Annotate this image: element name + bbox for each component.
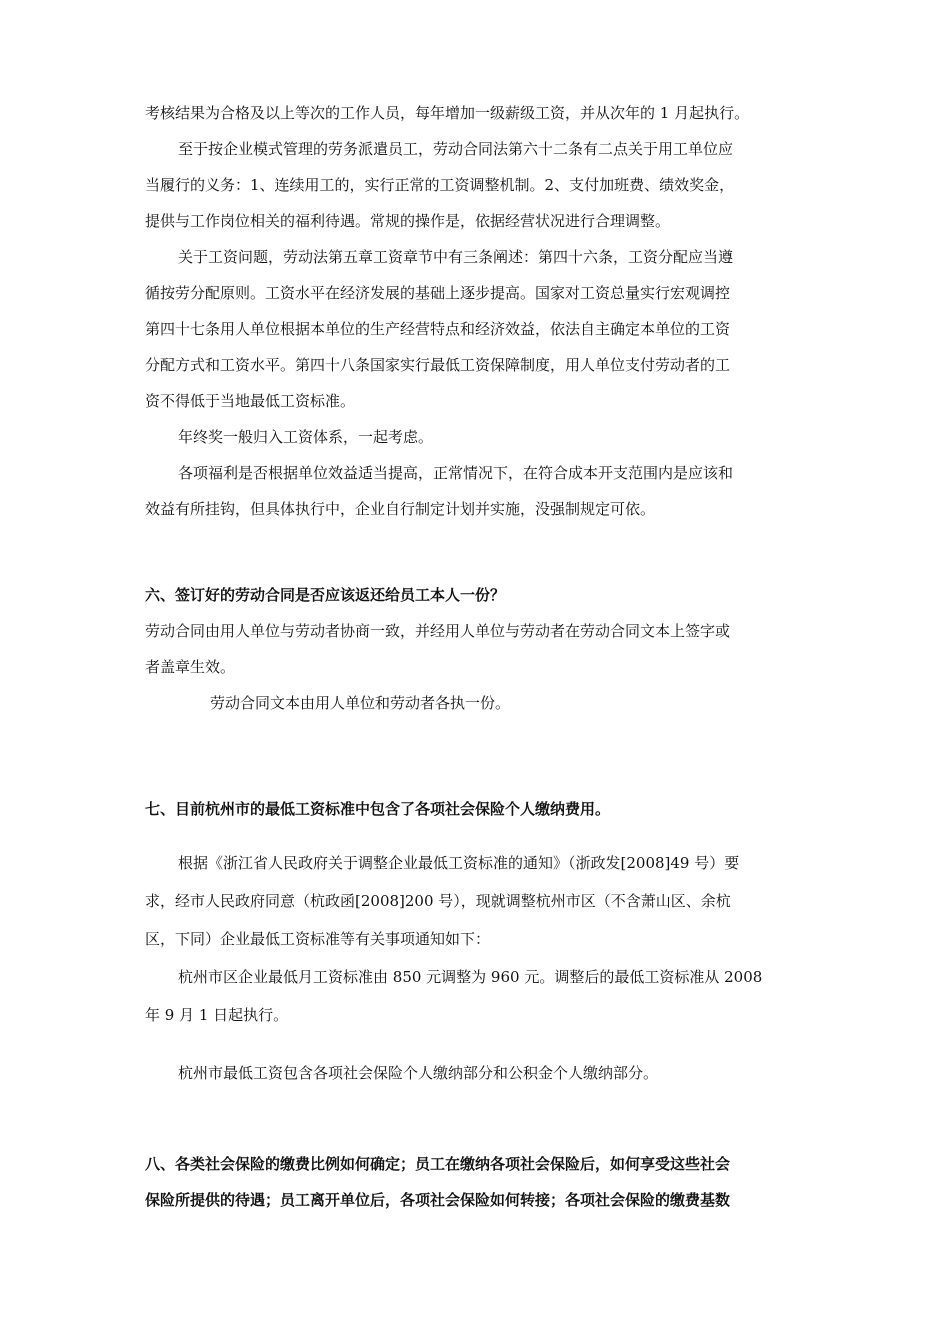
text-line: 求，经市人民政府同意（杭政函[2008]200 号），现就调整杭州市区（不含萧山区、余杭 [145, 892, 731, 910]
text-line: 区，下同）企业最低工资标准等有关事项通知如下： [145, 930, 491, 948]
text-line: 提供与工作岗位相关的福利待遇。常规的操作是，依据经营状况进行合理调整。 [145, 212, 671, 230]
text-line: 杭州市最低工资包含各项社会保险个人缴纳部分和公积金个人缴纳部分。 [178, 1064, 659, 1082]
section-heading: 六、签订好的劳动合同是否应该返还给员工本人一份？ [145, 586, 506, 604]
text-line: 各项福利是否根据单位效益适当提高，正常情况下，在符合成本开支范围内是应该和 [178, 464, 734, 482]
text-line: 至于按企业模式管理的劳务派遣员工，劳动合同法第六十二条有二点关于用工单位应 [178, 140, 734, 158]
text-line: 年终奖一般归入工资体系，一起考虑。 [178, 428, 434, 446]
section-heading: 保险所提供的待遇；员工离开单位后，各项社会保险如何转接；各项社会保险的缴费基数 [145, 1191, 731, 1209]
text-line: 当履行的义务：1、连续用工的，实行正常的工资调整机制。2、支付加班费、绩效奖金， [145, 176, 735, 194]
text-line: 者盖章生效。 [145, 658, 236, 676]
text-line: 根据《浙江省人民政府关于调整企业最低工资标准的通知》（浙政发[2008]49 号）要 [178, 854, 740, 872]
text-line: 年 9 月 1 日起执行。 [145, 1006, 289, 1024]
text-line: 分配方式和工资水平。第四十八条国家实行最低工资保障制度，用人单位支付劳动者的工 [145, 356, 731, 374]
text-line: 第四十七条用人单位根据本单位的生产经营特点和经济效益，依法自主确定本单位的工资 [145, 320, 731, 338]
text-line: 效益有所挂钩，但具体执行中，企业自行制定计划并实施，没强制规定可依。 [145, 500, 656, 518]
text-line: 劳动合同由用人单位与劳动者协商一致，并经用人单位与劳动者在劳动合同文本上签字或 [145, 622, 731, 640]
section-heading: 八、各类社会保险的缴费比例如何确定；员工在缴纳各项社会保险后，如何享受这些社会 [145, 1155, 731, 1173]
text-line: 考核结果为合格及以上等次的工作人员，每年增加一级薪级工资，并从次年的 1 月起执行。 [145, 104, 750, 122]
text-line: 资不得低于当地最低工资标准。 [145, 392, 356, 410]
text-line: 劳动合同文本由用人单位和劳动者各执一份。 [210, 694, 511, 712]
section-heading: 七、目前杭州市的最低工资标准中包含了各项社会保险个人缴纳费用。 [145, 800, 611, 818]
text-line: 循按劳分配原则。工资水平在经济发展的基础上逐步提高。国家对工资总量实行宏观调控 [145, 284, 731, 302]
text-line: 关于工资问题，劳动法第五章工资章节中有三条阐述：第四十六条，工资分配应当遵 [178, 248, 734, 266]
text-line: 杭州市区企业最低月工资标准由 850 元调整为 960 元。调整后的最低工资标准从 2008 [178, 968, 763, 986]
